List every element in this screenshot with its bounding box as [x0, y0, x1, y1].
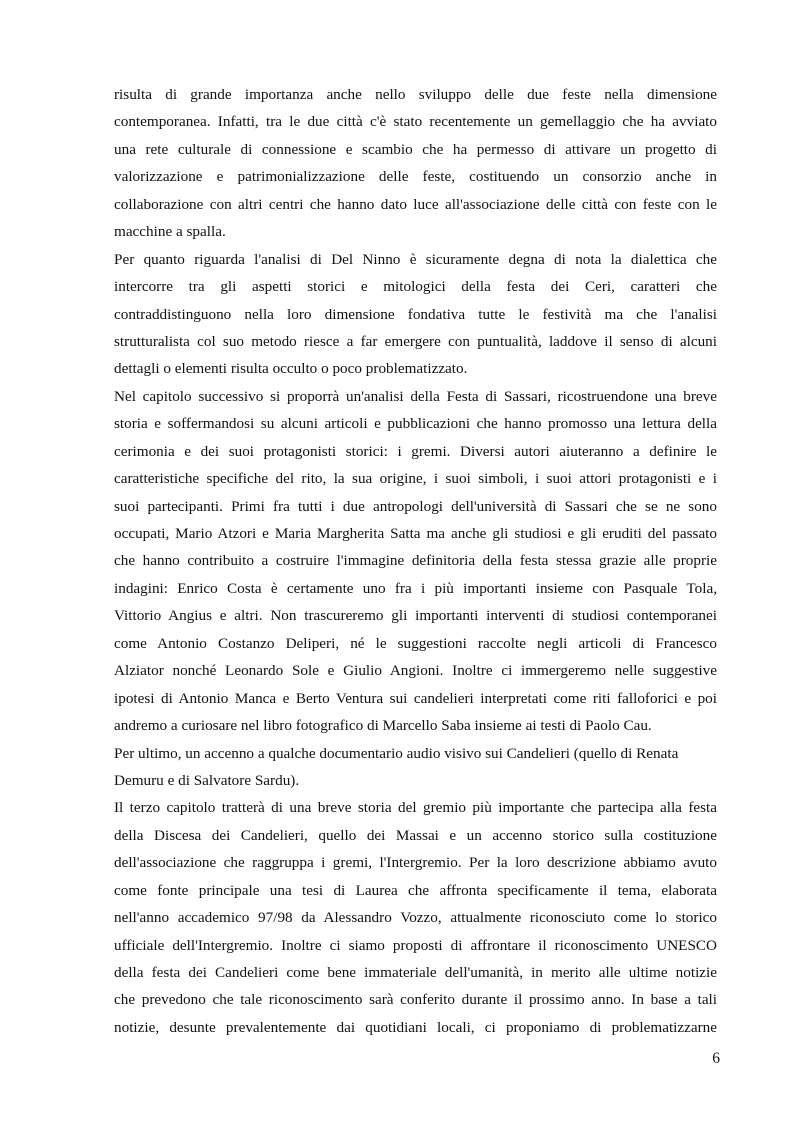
body-text [114, 81, 717, 1041]
text-line: Vittorio Angius e altri. Non trascureremo gli importanti interventi di studiosi contemporanei [114, 607, 717, 625]
text-line: che hanno contribuito a costruire l'immagine definitoria della festa stessa grazie alle proprie [114, 552, 717, 570]
text-line: Nel capitolo successivo si proporrà un'analisi della Festa di Sassari, ricostruendone una breve [114, 387, 717, 405]
text-line: ufficiale dell'Intergremio. Inoltre ci siamo proposti di affrontare il riconoscimento UNESCO [114, 936, 717, 954]
text-line: Per quanto riguarda l'analisi di Del Ninno è sicuramente degna di nota la dialettica che [114, 250, 717, 268]
text-line: dettagli o elementi risulta occulto o poco problematizzato. [114, 360, 468, 378]
text-line: come Antonio Costanzo Deliperi, né le suggestioni raccolte negli articoli di Francesco [114, 634, 717, 652]
text-line: della Discesa dei Candelieri, quello dei Massai e un accenno storico sulla costituzione [114, 826, 717, 844]
text-line: strutturalista col suo metodo riesce a far emergere con puntualità, laddove il senso di alcuni [114, 332, 717, 350]
text-line: che prevedono che tale riconoscimento sarà conferito durante il prossimo anno. In base a tali [114, 991, 717, 1009]
text-line: intercorre tra gli aspetti storici e mitologici della festa dei Ceri, caratteri che [114, 278, 717, 296]
text-line: Demuru e di Salvatore Sardu). [114, 771, 300, 789]
text-line: valorizzazione e patrimonializzazione delle feste, costituendo un consorzio anche in [114, 168, 717, 186]
text-line: Il terzo capitolo tratterà di una breve storia del gremio più importante che partecipa alla festa [114, 799, 717, 817]
text-line: collaborazione con altri centri che hanno dato luce all'associazione delle città con feste con le [114, 195, 717, 213]
page-number: 6 [712, 1050, 720, 1067]
text-line: come fonte principale una tesi di Laurea che affronta specificamente il tema, elaborata [114, 881, 717, 899]
text-line: contemporanea. Infatti, tra le due città c'è stato recentemente un gemellaggio che ha avviato [114, 113, 717, 131]
text-line: contraddistinguono nella loro dimensione fondativa tutte le festività ma che l'analisi [114, 305, 717, 323]
text-line: storia e soffermandosi su alcuni articoli e pubblicazioni che hanno promosso una lettura della [114, 415, 717, 433]
text-line: ipotesi di Antonio Manca e Berto Ventura sui candelieri interpretati come riti falloforici e poi [114, 689, 717, 707]
text-line: andremo a curiosare nel libro fotografico di Marcello Saba insieme ai testi di Paolo Cau. [114, 717, 652, 735]
text-line: una rete culturale di connessione e scambio che ha permesso di attivare un progetto di [114, 140, 717, 158]
text-line: Per ultimo, un accenno a qualche documentario audio visivo sui Candelieri (quello di Renata [114, 744, 679, 762]
text-line: nell'anno accademico 97/98 da Alessandro Vozzo, attualmente riconosciuto come lo storico [114, 909, 717, 927]
text-line: notizie, desunte prevalentemente dai quotidiani locali, ci proponiamo di problematizzarne [114, 1018, 717, 1036]
text-line: cerimonia e dei suoi protagonisti storici: i gremi. Diversi autori aiuteranno a definire le [114, 442, 717, 460]
text-line: dell'associazione che raggruppa i gremi, l'Intergremio. Per la loro descrizione abbiamo avuto [114, 854, 717, 872]
text-line: occupati, Mario Atzori e Maria Margherita Satta ma anche gli studiosi e gli eruditi del passato [114, 525, 717, 542]
text-line: Alziator nonché Leonardo Sole e Giulio Angioni. Inoltre ci immergeremo nelle suggestive [114, 662, 717, 680]
text-line: suoi partecipanti. Primi fra tutti i due antropologi dell'università di Sassari che se ne sono [114, 497, 717, 515]
text-line: risulta di grande importanza anche nello sviluppo delle due feste nella dimensione [114, 86, 717, 103]
text-line: macchine a spalla. [114, 223, 226, 241]
text-line: della festa dei Candelieri come bene immateriale dell'umanità, in merito alle ultime notizie [114, 964, 717, 981]
text-line: indagini: Enrico Costa è certamente uno fra i più importanti insieme con Pasquale Tola, [114, 579, 717, 597]
text-line: caratteristiche specifiche del rito, la sua origine, i suoi simboli, i suoi attori protagonisti e i [114, 470, 717, 488]
